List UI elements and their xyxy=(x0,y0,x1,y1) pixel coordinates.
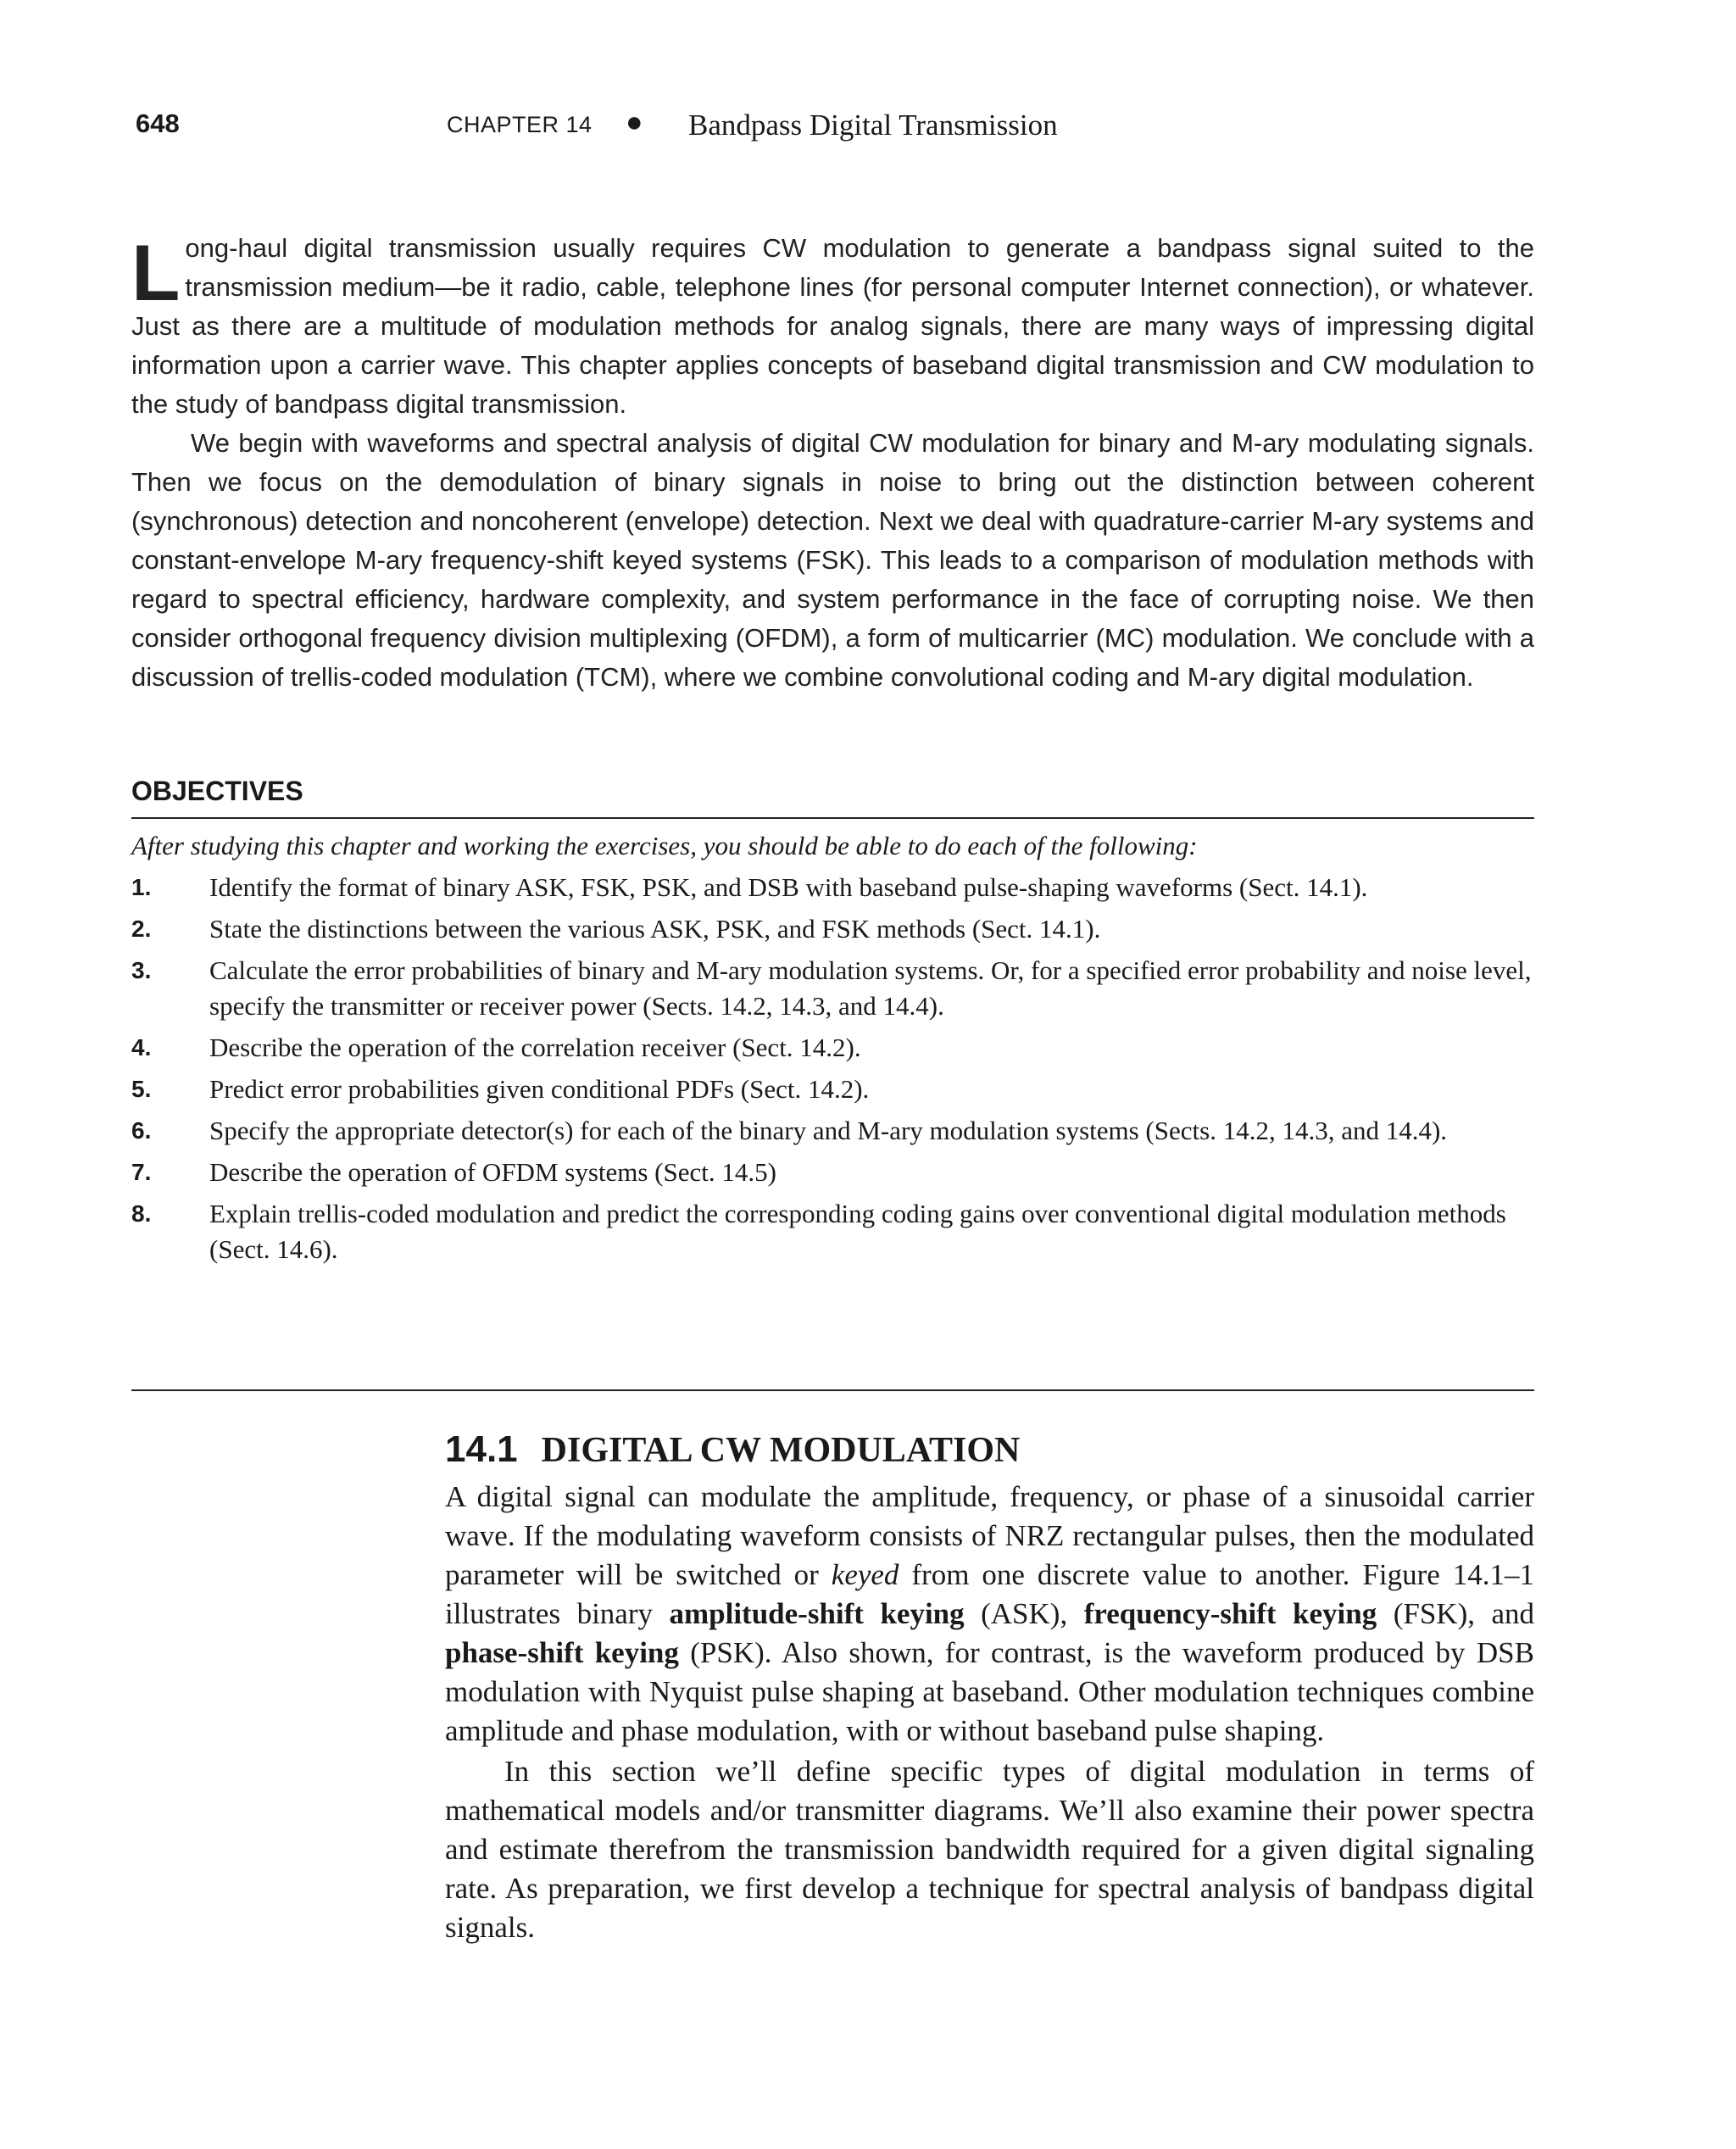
term-fsk: frequency-shift keying xyxy=(1083,1597,1377,1630)
objective-item xyxy=(131,953,1534,1024)
objective-text: Identify the format of binary ASK, FSK, PSK, and DSB with baseband pulse-shaping waveforms (Sect. 14.1). xyxy=(209,872,1368,902)
objective-item xyxy=(131,911,1534,947)
intro-paragraph-2: We begin with waveforms and spectral analysis of digital CW modulation for binary and M-ary modulating signals. Then we focus on the demodulation of binary signals in noise to bring out the distinction between coherent (synchronous) detection and noncoherent (envelope) detection. Next we deal with quadrature-carrier M-ary systems and constant-envelope M-ary frequency-shift keyed systems (FSK). This leads to a comparison of modulation methods with regard to spectral efficiency, hardware complexity, and system performance in the face of corrupting noise. We then consider orthogonal frequency division multiplexing (OFDM), a form of multicarrier (MC) modulation. We conclude with a discussion of trellis-coded modulation (TCM), where we combine convolutional coding and M-ary digital modulation. xyxy=(131,428,1534,692)
term-psk: phase-shift keying xyxy=(445,1636,679,1669)
objective-text: State the distinctions between the various ASK, PSK, and FSK methods (Sect. 14.1). xyxy=(209,914,1101,944)
page-number: 648 xyxy=(136,109,180,138)
objective-text: Describe the operation of OFDM systems (Sect. 14.5) xyxy=(209,1157,776,1187)
intro-paragraph-1 xyxy=(131,229,1534,424)
running-header xyxy=(136,109,1534,149)
text-run: (ASK), xyxy=(964,1597,1084,1630)
section-paragraph-2: In this section we’ll define specific types of digital modulation in terms of mathematical models and/or transmitter diagrams. We’ll also examine their power spectra and estimate therefrom the transmission bandwidth required for a given digital signaling rate. As preparation, we first develop a technique for spectral analysis of bandpass digital signals. xyxy=(445,1755,1534,1944)
objective-number: 6. xyxy=(131,1117,152,1144)
objective-item xyxy=(131,1072,1534,1107)
objectives-heading: OBJECTIVES xyxy=(131,776,1534,819)
chapter-intro xyxy=(131,229,1534,697)
objective-text: Explain trellis-coded modulation and predict the corresponding coding gains over conventional digital modulation methods (Sect. 14.6). xyxy=(209,1199,1506,1264)
objective-text: Specify the appropriate detector(s) for each of the binary and M-ary modulation systems (Sects. 14.2, 14.3, and 14.4). xyxy=(209,1116,1448,1145)
section-title: DIGITAL CW MODULATION xyxy=(541,1431,1021,1470)
chapter-label: CHAPTER 14 xyxy=(447,112,593,137)
text-run: A digital signal can modulate the amplitude, frequency, or phase of a sinusoidal carrier wave. If the modulating waveform consists of NRZ rectangular pulses, then the modulated parameter will be switched or xyxy=(445,1480,1534,1591)
objective-number: 3. xyxy=(131,957,152,983)
section-paragraph-1 xyxy=(445,1478,1534,1751)
objectives-list xyxy=(131,870,1534,1267)
objective-item xyxy=(131,1113,1534,1149)
bullet-separator: ● xyxy=(626,107,643,138)
objectives-box xyxy=(131,776,1534,1273)
objective-number: 8. xyxy=(131,1200,152,1227)
objective-item xyxy=(131,870,1534,905)
section-14-1 xyxy=(445,1428,1534,1947)
chapter-title: Bandpass Digital Transmission xyxy=(688,109,1058,142)
term-ask: amplitude-shift keying xyxy=(669,1597,965,1630)
text-run: (FSK), and xyxy=(1377,1597,1534,1630)
objective-text: Predict error probabilities given conditional PDFs (Sect. 14.2). xyxy=(209,1074,870,1104)
section-number: 14.1 xyxy=(445,1428,518,1470)
objective-number: 1. xyxy=(131,874,152,900)
text-run: (PSK). Also shown, for contrast, is the waveform produced by DSB modulation with Nyquist pulse shaping at baseband. Other modulation techniques combine amplitude and phase modulation, with or without baseband pulse shaping. xyxy=(445,1636,1534,1747)
text-run: from one discrete value to another. Figure 14.1–1 illustrates binary xyxy=(445,1558,1534,1630)
objective-text: Calculate the error probabilities of binary and M-ary modulation systems. Or, for a specified error probability and noise level, specify the transmitter or receiver power (Sects. 14.2, 14.3, and 14.4). xyxy=(209,955,1532,1021)
section-heading xyxy=(445,1428,1534,1471)
objective-number: 5. xyxy=(131,1076,152,1102)
objective-number: 4. xyxy=(131,1034,152,1061)
objective-number: 2. xyxy=(131,916,152,942)
emphasis-keyed: keyed xyxy=(831,1558,899,1591)
intro-paragraph-1-text: ong-haul digital transmission usually requires CW modulation to generate a bandpass signal suited to the transmission medium—be it radio, cable, telephone lines (for personal computer Internet connection), or whatever. Just as there are a multitude of modulation methods for analog signals, there are many ways of impressing digital information upon a carrier wave. This chapter applies concepts of baseband digital transmission and CW modulation to the study of bandpass digital transmission. xyxy=(131,233,1534,419)
objective-text: Describe the operation of the correlation receiver (Sect. 14.2). xyxy=(209,1033,861,1062)
objective-number: 7. xyxy=(131,1159,152,1185)
objective-item xyxy=(131,1196,1534,1267)
drop-cap: L xyxy=(131,228,181,317)
section-divider xyxy=(131,1389,1534,1391)
objectives-lead: After studying this chapter and working the exercises, you should be able to do each of the following: xyxy=(131,831,1198,860)
objective-item xyxy=(131,1155,1534,1190)
objective-item xyxy=(131,1030,1534,1066)
